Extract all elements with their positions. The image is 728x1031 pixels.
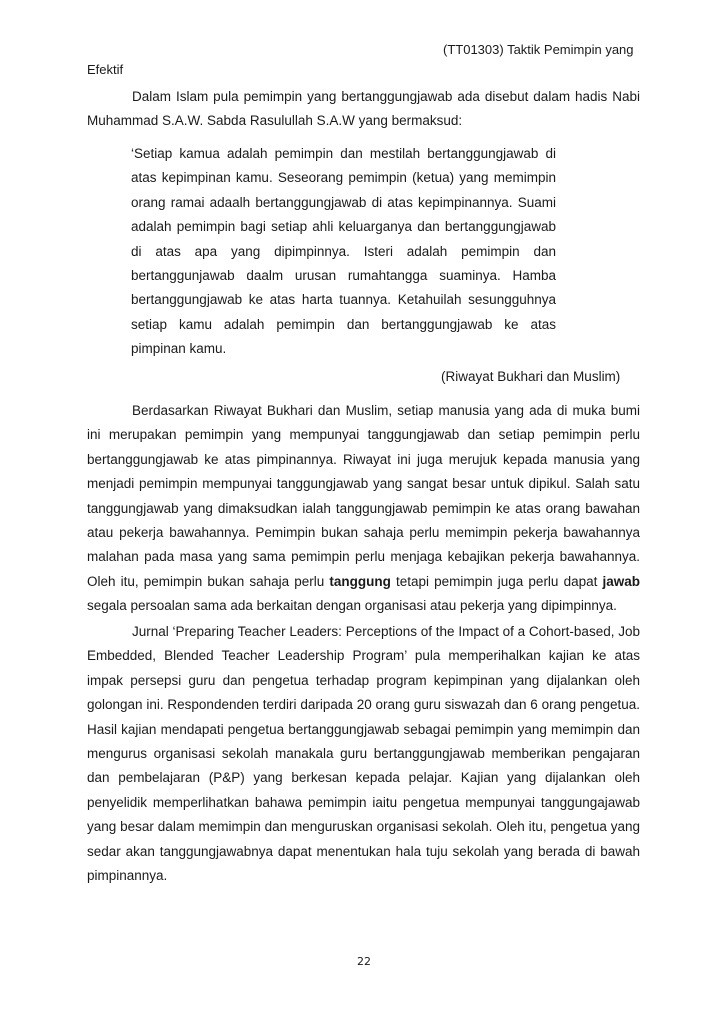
emphasis-jawab: jawab xyxy=(602,573,640,589)
hadith-quote xyxy=(131,142,556,362)
body-paragraph-3 xyxy=(87,620,640,888)
emphasis-tanggung: tanggung xyxy=(329,573,391,589)
body-paragraph-2 xyxy=(87,399,640,619)
quote-text: ‘Setiap kamua adalah pemimpin dan mestilah bertanggungjawab di atas kepimpinan kamu. Seseorang pemimpin (ketua) yang memimpin orang ramai adaalh bertanggungjawab di atas kepimpinannya. Suami adalah pemimpin bagi setiap ahli keluarganya dan bertanggungjawab di atas apa yang dipimpinnya. Isteri adalah pemimpin dan bertanggunjawab daalm urusan rumahtangga suaminya. Hamba bertanggungjawab ke atas harta tuannya. Ketahuilah sesungguhnya setiap kamu adalah pemimpin dan bertanggungjawab ke atas pimpinan kamu. xyxy=(131,146,556,357)
quote-citation: (Riwayat Bukhari dan Muslim) xyxy=(441,369,621,384)
running-header: (TT01303) Taktik Pemimpin yang xyxy=(443,42,634,57)
running-header-continued: Efektif xyxy=(87,62,124,77)
paragraph2-part1: Berdasarkan Riwayat Bukhari dan Muslim, setiap manusia yang ada di muka bumi ini merupakan pemimpin yang mempunyai tanggungjawab dan setiap pemimpin perlu bertanggungjawab ke atas pimpinannya. Riwayat ini juga merujuk kepada manusia yang menjadi pemimpin mempunyai tanggungjawab yang sangat besar untuk dipikul. Salah satu tanggungjawab yang dimaksudkan ialah tanggungjawab pemimpin ke atas orang bawahan atau pekerja bawahannya. Pemimpin bukan sahaja perlu memimpin pekerja bawahannya malahan pada masa yang sama pemimpin perlu menjaga kebajikan pekerja bawahannya. Oleh itu, pemimpin bukan sahaja perlu xyxy=(87,403,640,589)
paragraph3-text: Jurnal ‘Preparing Teacher Leaders: Perceptions of the Impact of a Cohort-based, Job Embedded, Blended Teacher Leadership Program’ pula memperihalkan kajian ke atas impak persepsi guru dan pengetua terhadap program kepimpinan yang dijalankan oleh golongan ini. Respondenden terdiri daripada 20 orang guru siswazah dan 6 orang pengetua. Hasil kajian mendapati pengetua bertanggungjawab sebagai pemimpin yang memimpin dan mengurus organisasi sekolah manakala guru bertanggungjawab memberikan pengajaran dan pembelajaran (P&P) yang berkesan kepada pelajar. Kajian yang dijalankan oleh penyelidik memperlihatkan bahawa pemimpin iaitu pengetua mempunyai tanggungajawab yang besar dalam memimpin dan menguruskan organisasi sekolah. Oleh itu, pengetua yang sedar akan tanggungjawabnya dapat menentukan hala tuju sekolah yang berada di bawah pimpinannya. xyxy=(87,624,640,884)
page-number: 22 xyxy=(357,955,371,968)
intro-paragraph xyxy=(87,85,640,134)
intro-text: Dalam Islam pula pemimpin yang bertanggungjawab ada disebut dalam hadis Nabi Muhammad S.A.W. Sabda Rasulullah S.A.W yang bermaksud: xyxy=(87,89,640,129)
paragraph2-part3: segala persoalan sama ada berkaitan dengan organisasi atau pekerja yang dipimpinnya. xyxy=(87,598,617,614)
paragraph2-part2: tetapi pemimpin juga perlu dapat xyxy=(390,573,603,589)
